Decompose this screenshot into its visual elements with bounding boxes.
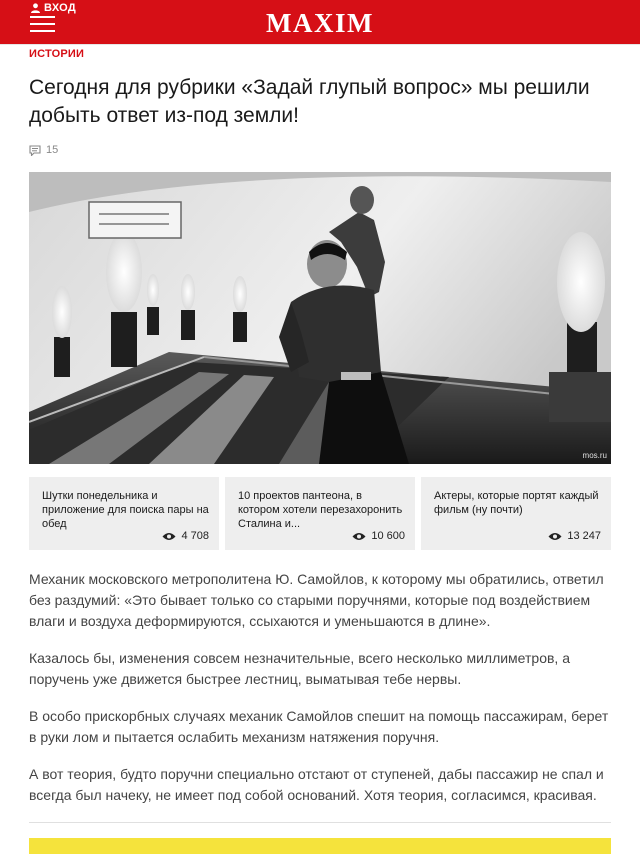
content-divider	[29, 822, 611, 823]
related-views	[162, 530, 209, 542]
related-card[interactable]	[29, 477, 219, 550]
article-paragraph: Механик московского метрополитена Ю. Самойлов, к которому мы обратились, ответил без раздумий: «Это бывает только со старыми поручнями, которые под воздействием влаги и воздуха деформируются, ссыхаются и уменьшаются в длине».	[29, 571, 604, 629]
article-photo	[29, 172, 611, 464]
site-logo[interactable]: MAXIM	[266, 8, 374, 38]
comments-count: 15	[46, 144, 59, 156]
related-views	[352, 530, 405, 542]
eye-icon	[548, 532, 562, 541]
article-paragraph: А вот теория, будто поручни специально отстают от ступеней, дабы пассажир не спал и всегда был начеку, не имеет под собой оснований. Хотя теория, согласимся, красивая.	[29, 766, 604, 803]
eye-icon	[352, 532, 366, 541]
rubric-link[interactable]: ИСТОРИИ	[29, 48, 85, 60]
eye-icon	[162, 532, 176, 541]
comments-link[interactable]	[29, 144, 58, 156]
article-paragraph: В особо прискорбных случаях механик Самойлов спешит на помощь пассажирам, берет в руки лом и пытается ослабить механизм натяжения поручня.	[29, 708, 609, 745]
photo-credit: mos.ru	[582, 451, 607, 460]
related-views	[548, 530, 601, 542]
views-count: 4 708	[181, 530, 209, 542]
related-title: 10 проектов пантеона, в котором хотели перезахоронить Сталина и...	[238, 490, 403, 530]
article-paragraph: Казалось бы, изменения совсем незначительные, всего несколько миллиметров, а поручень уже движется быстрее лестниц, выматывая тебе нервы.	[29, 650, 570, 687]
comment-icon	[29, 145, 41, 156]
site-header	[0, 0, 640, 44]
promo-banner[interactable]	[29, 838, 611, 854]
related-title: Шутки понедельника и приложение для поиска пары на обед	[42, 490, 209, 530]
related-card[interactable]	[225, 477, 415, 550]
related-card[interactable]	[421, 477, 611, 550]
views-count: 10 600	[371, 530, 405, 542]
views-count: 13 247	[567, 530, 601, 542]
article-title: Сегодня для рубрики «Задай глупый вопрос» мы решили добыть ответ из-под земли!	[29, 76, 590, 127]
related-title: Актеры, которые портят каждый фильм (ну почти)	[434, 490, 599, 516]
login-label: ВХОД	[44, 2, 77, 14]
header-divider	[0, 44, 640, 45]
